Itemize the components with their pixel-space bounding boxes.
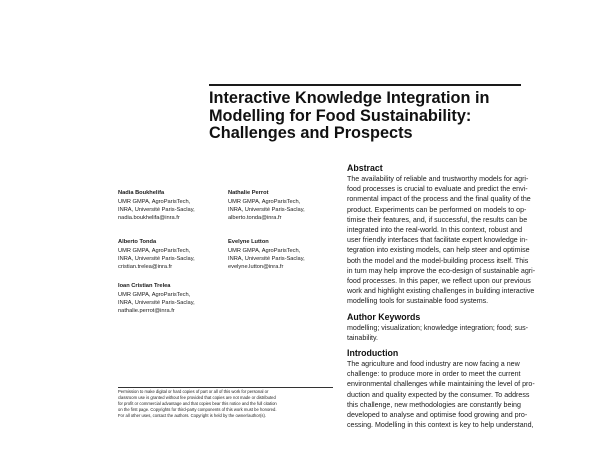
introduction-line: environmental challenges while maintaining the level of pro- — [347, 380, 535, 389]
author-email: alberto.tonda@inra.fr — [228, 215, 282, 222]
author-email: nathalie.perrot@inra.fr — [118, 308, 175, 315]
author-email: cristian.trelea@inra.fr — [118, 264, 173, 271]
author-affiliation: INRA, Université Paris-Saclay, — [118, 256, 195, 263]
author-card — [118, 189, 230, 222]
permission-line: For all other uses, contact the authors. Copyright is held by the owner/author(s). — [118, 412, 267, 418]
keywords-line: tainability. — [347, 333, 379, 342]
abstract-line: The availability of reliable and trustworthy models for agri- — [347, 175, 529, 183]
introduction-line: duction and quality expected by the consumer. To address — [347, 390, 530, 399]
author-email: evelyne.lutton@inra.fr — [228, 264, 284, 271]
title-line: Interactive Knowledge Integration in — [209, 89, 490, 107]
introduction-section — [347, 348, 587, 430]
abstract-line: modelling tools for sustainable food systems. — [347, 297, 489, 306]
author-affiliation: UMR GMPA, AgroParisTech, — [228, 248, 301, 255]
right-column — [347, 163, 587, 435]
abstract-line: both the model and the model-building process itself. This — [347, 256, 529, 265]
introduction-line: The agriculture and food industry are now facing a new — [347, 360, 520, 369]
author-card — [118, 238, 230, 271]
keywords-line: modelling; visualization; knowledge integration; food; sus- — [347, 323, 528, 332]
author-affiliation: INRA, Université Paris-Saclay, — [228, 207, 305, 214]
abstract-line: timise their features, and, if successful, the results can be — [347, 215, 528, 224]
abstract-section — [347, 163, 587, 307]
author-name: Nadia Boukhelifa — [118, 190, 165, 196]
permission-notice — [118, 387, 333, 419]
author-name: Ioan Cristian Trelea — [118, 283, 171, 289]
title-rule — [209, 84, 521, 86]
author-name: Alberto Tonda — [118, 239, 157, 245]
permission-line: Permission to make digital or hard copies of part or all of this work for personal or — [118, 389, 269, 394]
introduction-line: developed to analyse and optimise food growing and pro- — [347, 411, 528, 420]
abstract-line: food processes. In this paper, we reflect upon our previous — [347, 277, 531, 286]
introduction-heading: Introduction — [347, 348, 399, 359]
author-affiliation: INRA, Université Paris-Saclay, — [118, 207, 195, 214]
author-email: nadia.boukhelifa@inra.fr — [118, 215, 180, 222]
abstract-line: food processes is crucial to evaluate and predict the envi- — [347, 185, 528, 194]
author-affiliation: INRA, Université Paris-Saclay, — [118, 300, 195, 307]
paper-title — [209, 90, 539, 143]
author-affiliation: UMR GMPA, AgroParisTech, — [228, 199, 301, 206]
author-name: Evelyne Lutton — [228, 239, 269, 245]
introduction-line: challenge: to produce more in order to meet the current — [347, 370, 521, 379]
abstract-line: integrated into the real-world. In this context, robust and — [347, 226, 523, 235]
abstract-heading: Abstract — [347, 163, 383, 173]
author-affiliation: UMR GMPA, AgroParisTech, — [118, 292, 191, 299]
author-card — [228, 189, 340, 222]
abstract-line: work and highlight existing challenges in building interactive — [347, 287, 535, 296]
permission-line: on the first page. Copyrights for third-party components of this work must be honored. — [118, 406, 277, 412]
title-line: Challenges and Prospects — [209, 124, 413, 142]
author-affiliation: UMR GMPA, AgroParisTech, — [118, 199, 191, 206]
abstract-line: tegration into existing models, can help steer and optimise — [347, 246, 530, 255]
author-affiliation: INRA, Université Paris-Saclay, — [228, 256, 305, 263]
abstract-line: user friendly interfaces that facilitate expert knowledge in- — [347, 236, 528, 245]
author-card — [228, 238, 340, 271]
abstract-line: product. Experiments can be performed on models to op- — [347, 205, 527, 214]
permission-line: classroom use is granted without fee provided that copies are not made or distributed — [118, 394, 276, 400]
keywords-heading: Author Keywords — [347, 311, 421, 322]
permission-line: for profit or commercial advantage and that copies bear this notice and the full citation — [118, 400, 277, 406]
introduction-line: cessing. Modelling in this context is key to help understand, — [347, 421, 534, 430]
author-name: Nathalie Perrot — [228, 190, 269, 196]
keywords-section — [347, 312, 587, 343]
author-card — [118, 282, 230, 315]
abstract-line: ronmental impact of the process and the final quality of the — [347, 195, 531, 204]
introduction-line: this challenge, new methodologies are constantly being — [347, 400, 521, 409]
author-affiliation: UMR GMPA, AgroParisTech, — [118, 248, 191, 255]
abstract-line: in turn may help improve the eco-design of sustainable agri- — [347, 266, 536, 275]
title-line: Modelling for Food Sustainability: — [209, 106, 472, 125]
